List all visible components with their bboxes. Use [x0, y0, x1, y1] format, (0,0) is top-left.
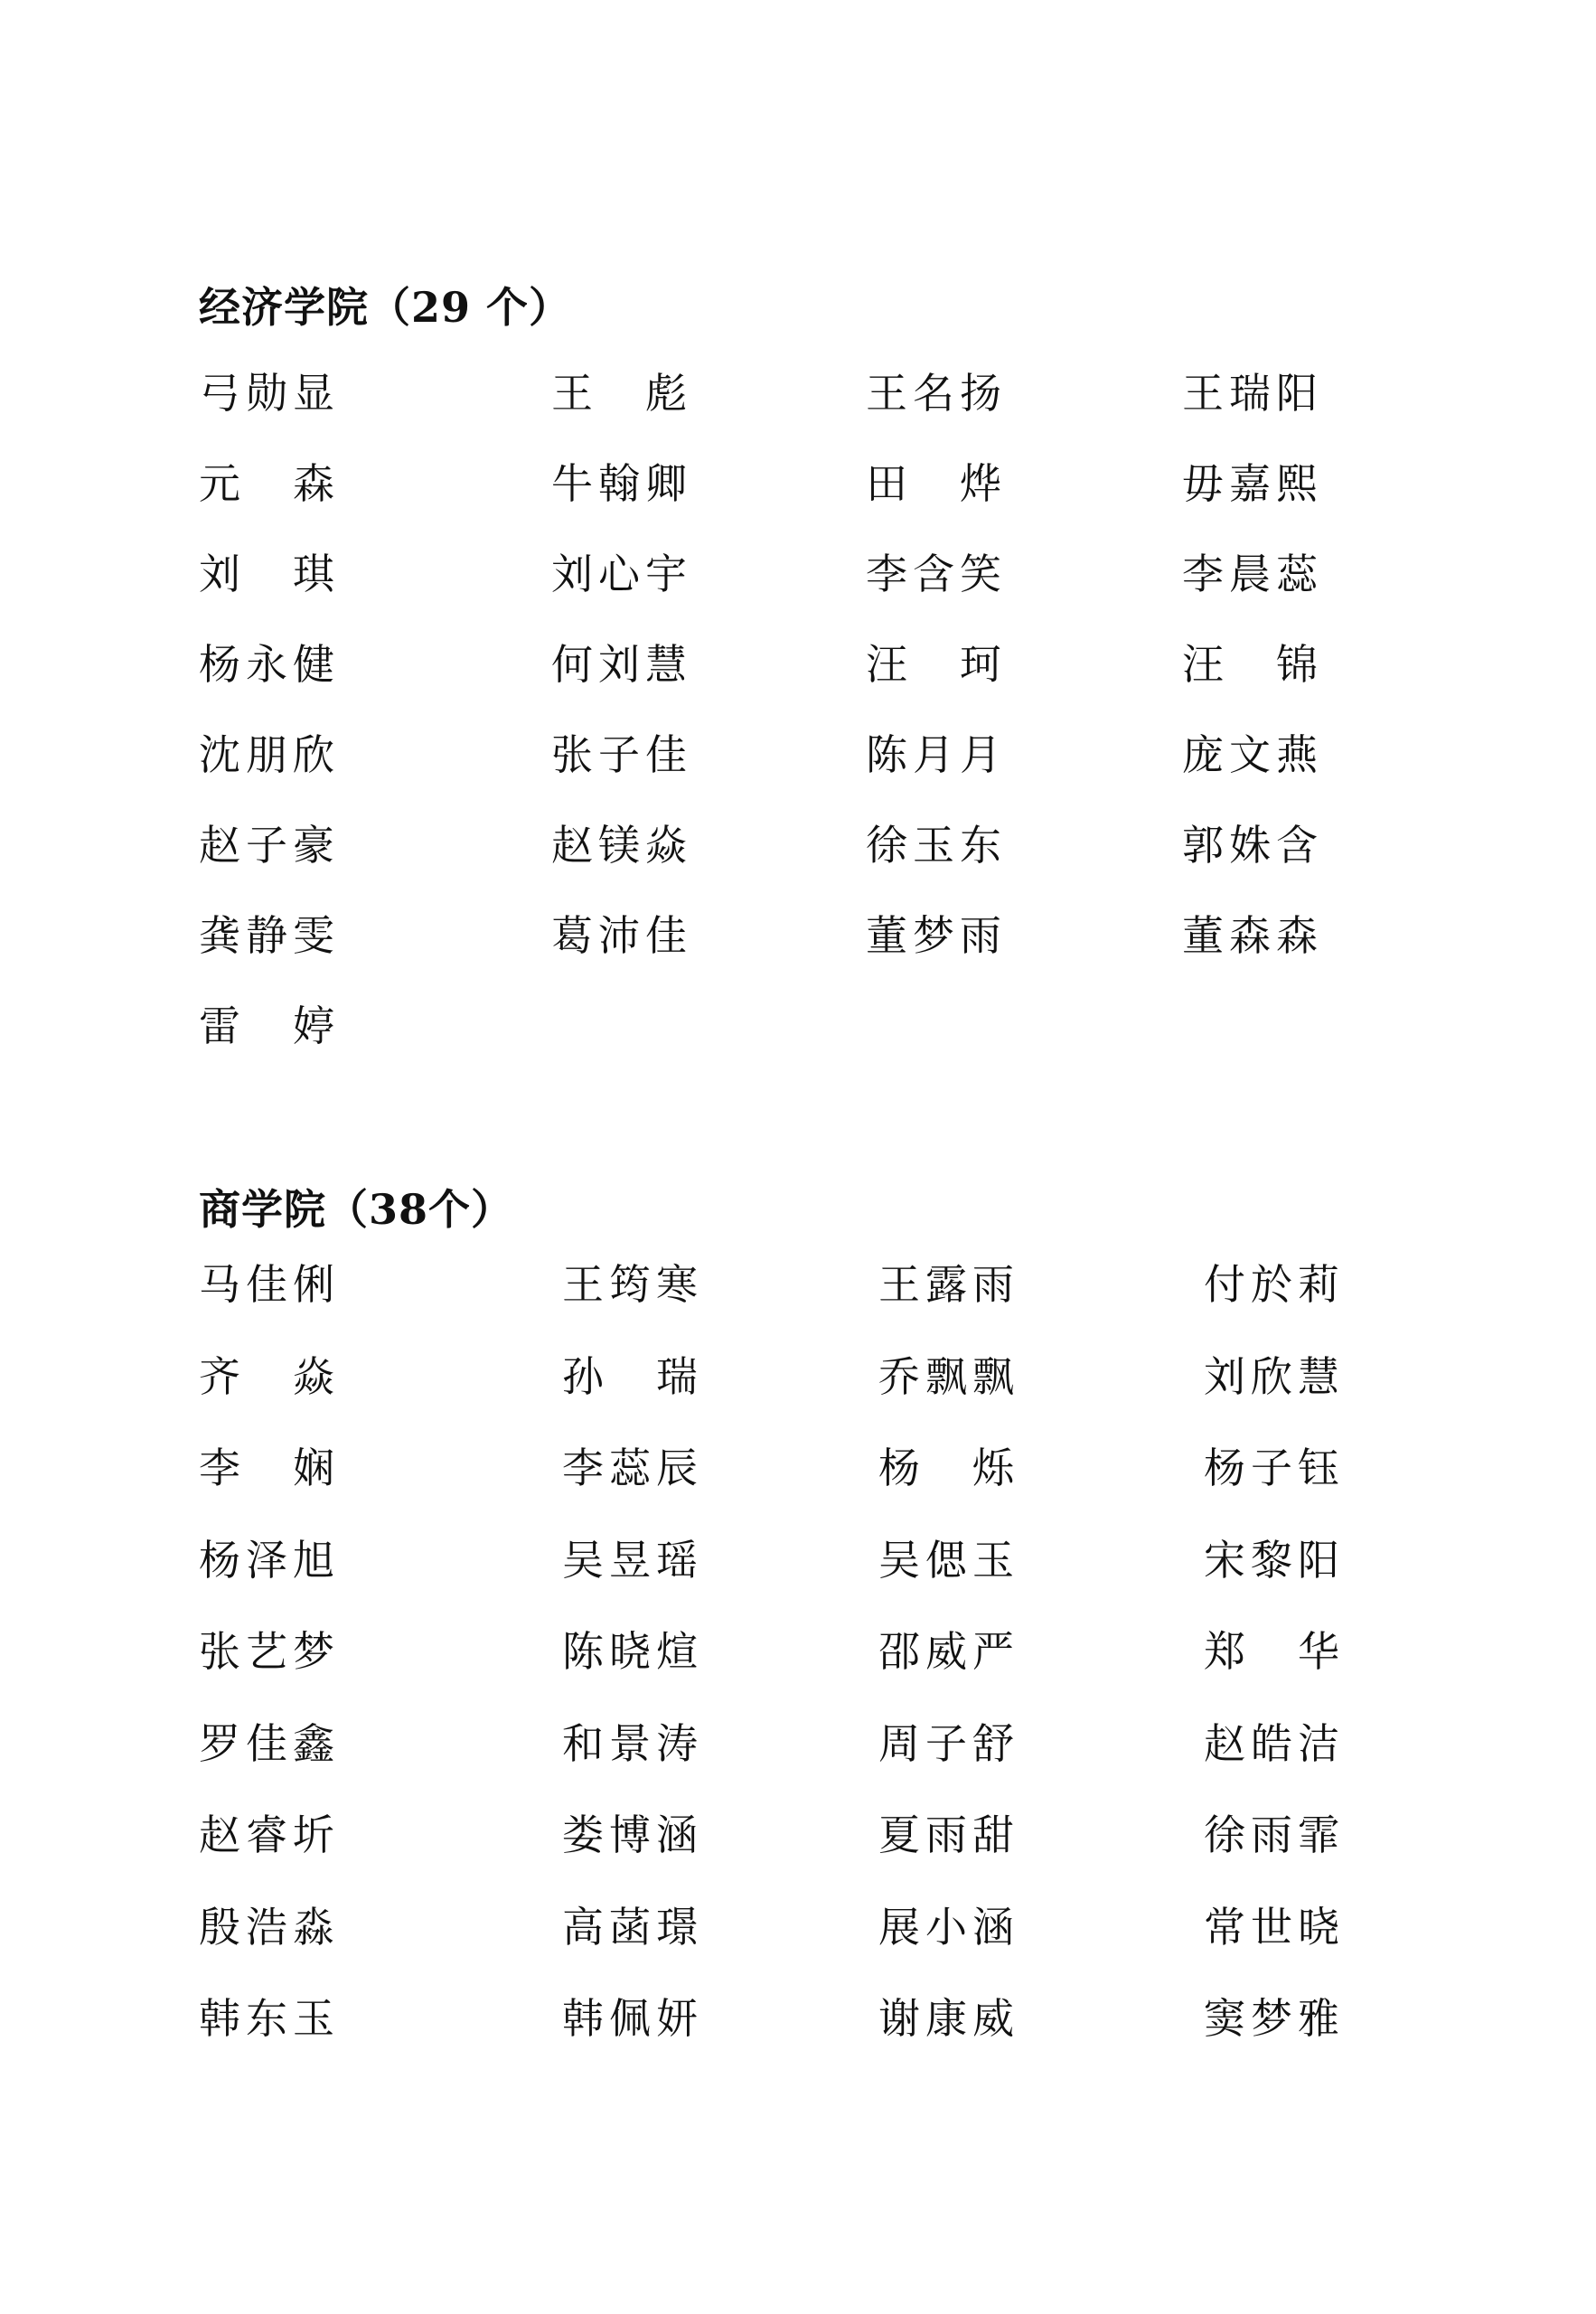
name-entry: 孙 瑞 — [562, 1351, 703, 1401]
name-entry: 雷 婷 — [199, 1002, 340, 1050]
name-entry: 牛翰卿 — [551, 459, 692, 508]
name-entry: 徐雨霏 — [1204, 1811, 1345, 1859]
name-entry: 展小涵 — [878, 1902, 1019, 1952]
name-entry: 郑 华 — [1204, 1627, 1345, 1676]
name-entry: 齐 焱 — [199, 1351, 340, 1401]
name-entry: 张艺梦 — [199, 1627, 340, 1676]
name-entry: 汪 珂 — [866, 640, 1007, 689]
name-entry: 李 娴 — [199, 1444, 340, 1492]
name-entry: 乔飘飘 — [878, 1351, 1019, 1401]
name-entry: 田 烨 — [866, 459, 1007, 508]
name-entry: 娄博涵 — [562, 1811, 703, 1859]
name-entry: 吴偲玉 — [878, 1535, 1019, 1585]
name-entry: 李晨蕊 — [1182, 550, 1323, 598]
name-entry: 和景涛 — [562, 1718, 703, 1768]
name-entry: 葛沛佳 — [551, 911, 692, 960]
name-entry: 谢康威 — [878, 1994, 1019, 2043]
section-heading: 经济学院（29 个） — [199, 283, 572, 332]
name-entry: 杨 烁 — [878, 1444, 1019, 1492]
name-entry: 韩佩妍 — [562, 1994, 703, 2043]
name-entry: 杨永健 — [199, 640, 340, 689]
name-entry: 邵威严 — [878, 1627, 1019, 1676]
name-entry: 毋嘉熙 — [1182, 459, 1323, 508]
name-entry: 罗佳鑫 — [199, 1718, 340, 1768]
name-entry: 殷浩淼 — [199, 1902, 340, 1952]
name-entry — [199, 2079, 562, 2171]
name-entry: 刘 琪 — [199, 550, 340, 598]
name-entry: 赵睿圻 — [199, 1811, 340, 1859]
section-heading: 商学院（38个） — [199, 1185, 514, 1234]
name-entry: 常世晓 — [1204, 1902, 1345, 1952]
name-entry: 杨子钰 — [1204, 1444, 1345, 1492]
name-entry: 徐玉东 — [866, 821, 1007, 870]
name-entry: 张子佳 — [551, 730, 692, 779]
name-list — [199, 1253, 1446, 2170]
name-entry: 郭姝含 — [1182, 821, 1323, 870]
name-entry: 夏雨甜 — [878, 1811, 1019, 1859]
name-entry: 韩东玉 — [199, 1994, 340, 2043]
name-entry: 刘心宇 — [551, 550, 692, 598]
name-entry: 李含笑 — [866, 550, 1007, 598]
name-entry: 陈晓煊 — [562, 1627, 703, 1676]
name-entry: 宋黎阳 — [1204, 1535, 1345, 1585]
name-entry: 何刘慧 — [551, 640, 692, 689]
name-entry: 沈朋欣 — [199, 730, 340, 779]
name-entry: 汪 锦 — [1182, 640, 1323, 689]
name-entry: 陈月月 — [866, 730, 1007, 779]
name-entry: 窦梦雅 — [1204, 1994, 1345, 2043]
name-entry: 龚静雯 — [199, 911, 340, 960]
name-entry: 王 彪 — [551, 369, 692, 418]
name-entry: 董梦雨 — [866, 911, 1007, 960]
name-entry: 赵镁焱 — [551, 821, 692, 870]
name-entry: 吴昱瑶 — [562, 1535, 703, 1585]
name-entry: 李蕊辰 — [562, 1444, 703, 1492]
name-entry: 周子舒 — [878, 1718, 1019, 1768]
name-entry: 杨泽旭 — [199, 1535, 340, 1585]
name-entry: 刘欣慧 — [1204, 1351, 1345, 1401]
name-entry: 王露雨 — [878, 1260, 1019, 1309]
name-entry: 董森森 — [1182, 911, 1323, 960]
name-entry: 元 森 — [199, 459, 340, 508]
name-entry: 马佳俐 — [199, 1260, 340, 1309]
name-entry: 庞文燕 — [1182, 730, 1323, 779]
name-entry: 王名扬 — [866, 369, 1007, 418]
name-entry: 高菡璟 — [562, 1902, 703, 1952]
name-entry: 王筠寒 — [562, 1260, 703, 1309]
name-entry: 赵皓洁 — [1204, 1718, 1345, 1768]
name-entry: 赵子豪 — [199, 821, 340, 870]
name-entry — [562, 2079, 878, 2171]
name-entry: 弓勋显 — [199, 369, 340, 418]
name-entry: 王瑞阳 — [1182, 369, 1323, 418]
name-list — [199, 362, 1446, 1085]
name-entry: 付於莉 — [1204, 1260, 1345, 1309]
